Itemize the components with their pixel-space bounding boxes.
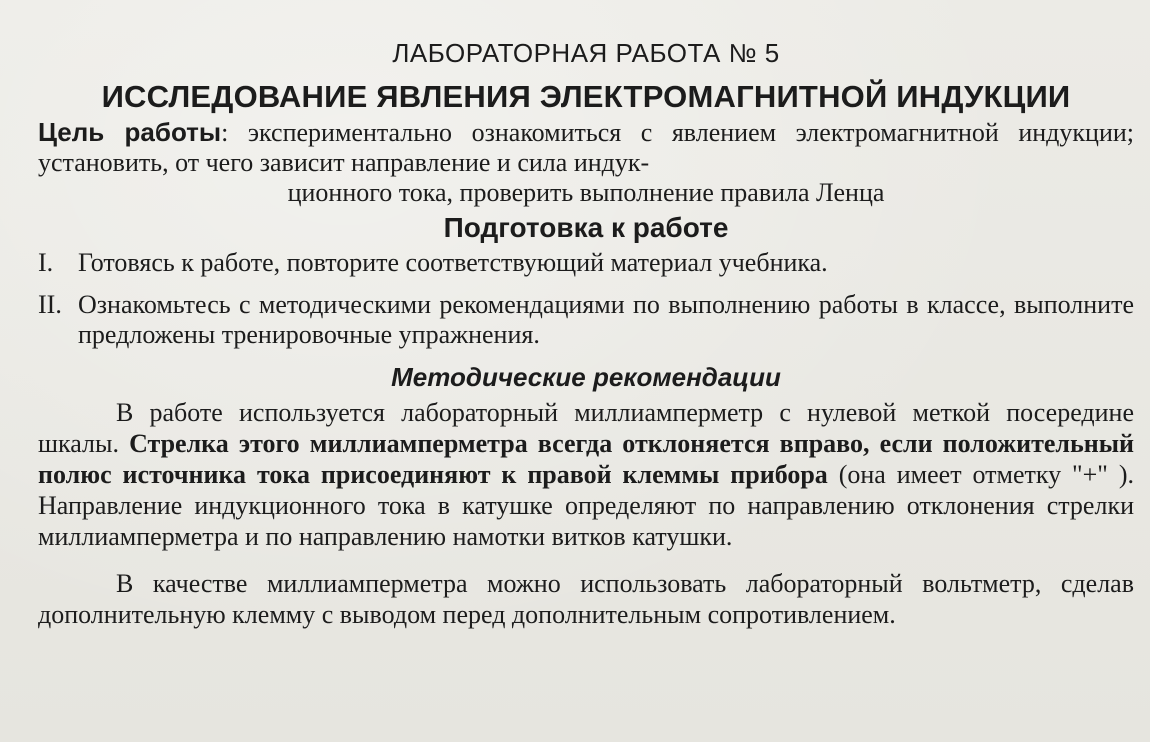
para1-text-after: (она имеет отметку "+" ). Направление индукционного тока в катушке определяют по направлению отклонения стрелки миллиамперметра и по направлению намотки витков катушки. <box>38 460 1134 551</box>
list-item-text: Готовясь к работе, повторите соответствующий материал учебника. <box>78 248 828 277</box>
lab-title: ИССЛЕДОВАНИЕ ЯВЛЕНИЯ ЭЛЕКТРОМАГНИТНОЙ ИНДУКЦИИ <box>101 79 1071 114</box>
list-item <box>38 290 1134 350</box>
lab-number-heading: ЛАБОРАТОРНАЯ РАБОТА № 5 <box>392 38 780 68</box>
para1-bold-statement: Стрелка этого миллиамперметра всегда отклоняется вправо, если положительный полюс источника тока присоединяют к правой клеммы прибора <box>38 429 1134 489</box>
document-content <box>38 38 1134 646</box>
goal-label: Цель работы <box>38 117 222 147</box>
preparation-heading: Подготовка к работе <box>443 212 729 243</box>
recommendations-heading: Методические рекомендации <box>391 362 781 392</box>
recommendation-paragraph-1 <box>38 397 1134 552</box>
goal-last-line: ционного тока, проверить выполнение правила Ленца <box>287 178 885 207</box>
list-item-text: Ознакомьтесь с методическими рекомендациями по выполнению работы в классе, выполните предложены тренировочные упражнения. <box>78 290 1134 349</box>
goal-paragraph <box>38 117 1134 178</box>
list-item-number: I. <box>38 248 54 277</box>
goal-text: : экспериментально ознакомиться с явлением электромагнитной индукции; установить, от чего зависит направление и сила индук- <box>38 118 1134 177</box>
list-item-number: II. <box>38 290 62 319</box>
list-item <box>38 248 1134 278</box>
para1-text-before: В работе используется лабораторный миллиамперметр с нулевой меткой посередине шкалы. <box>38 398 1134 458</box>
recommendation-paragraph-2: В качестве миллиамперметра можно использовать лабораторный вольтметр, сделав дополнительную клемму с выводом перед дополнительным сопротивлением. <box>38 569 1134 629</box>
